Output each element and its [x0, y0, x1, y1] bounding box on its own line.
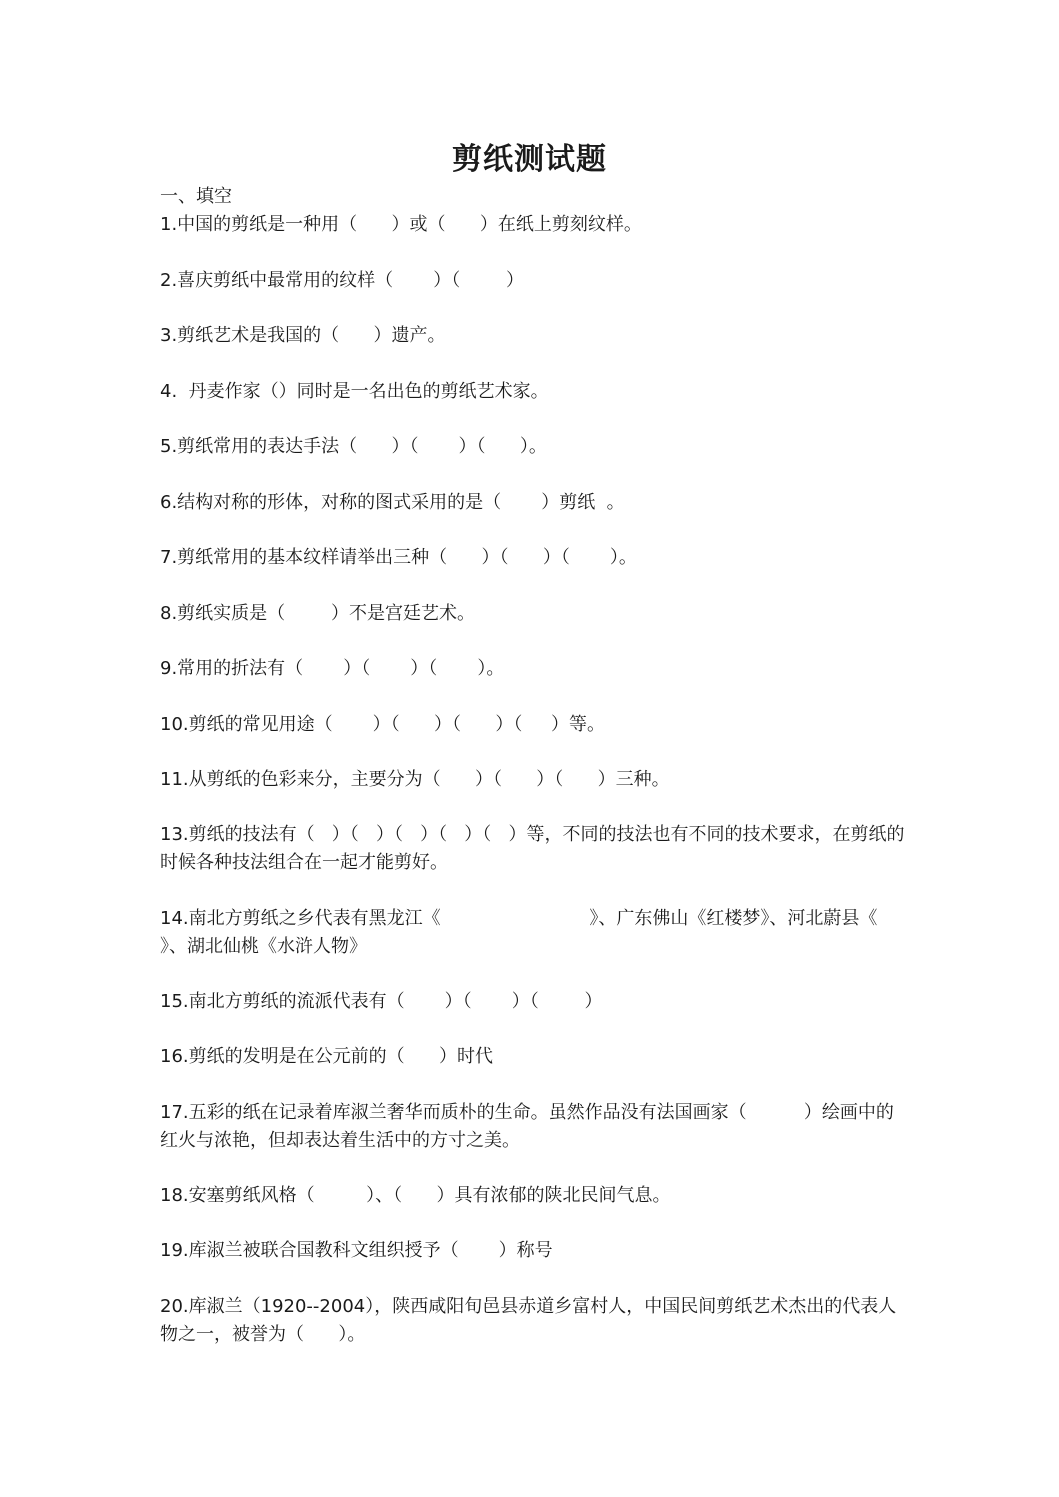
question-17: 17.五彩的纸在记录着库淑兰奢华而质朴的生命。虽然作品没有法国画家（ ）绘画中的红火与浓艳，但却表达着生活中的方寸之美。 — [160, 1102, 894, 1151]
question-11: 11.从剪纸的色彩来分，主要分为（ ）（ ）（ ）三种。 — [160, 769, 670, 790]
question-20: 20.库淑兰（1920--2004），陕西咸阳旬邑县赤道乡富村人，中国民间剪纸艺术杰出的代表人物之一，被誉为（ ）。 — [160, 1296, 897, 1345]
document-title: 剪纸测试题 — [452, 142, 607, 177]
question-7: 7.剪纸常用的基本纹样请举出三种（ ）（ ）（ ）。 — [160, 547, 637, 568]
question-16: 16.剪纸的发明是在公元前的（ ）时代 — [160, 1046, 493, 1067]
question-13: 13.剪纸的技法有（ ）（ ）（ ）（ ）（ ）等，不同的技法也有不同的技术要求，在剪纸的时候各种技法组合在一起才能剪好。 — [160, 824, 905, 873]
question-5: 5.剪纸常用的表达手法（ ）（ ）（ ）。 — [160, 436, 547, 457]
question-1: 1.中国的剪纸是一种用（ ）或（ ）在纸上剪刻纹样。 — [160, 214, 642, 235]
question-8: 8.剪纸实质是（ ）不是宫廷艺术。 — [160, 603, 475, 624]
question-3: 3.剪纸艺术是我国的（ ）遗产。 — [160, 325, 446, 346]
question-9: 9.常用的折法有（ ）（ ）（ ）。 — [160, 658, 505, 679]
section-heading: 一、填空 — [160, 186, 232, 207]
question-10: 10.剪纸的常见用途（ ）（ ）（ ）（ ）等。 — [160, 714, 605, 735]
question-2: 2.喜庆剪纸中最常用的纹样（ ）（ ） — [160, 270, 524, 291]
question-19: 19.库淑兰被联合国教科文组织授予（ ）称号 — [160, 1240, 553, 1261]
question-14: 14.南北方剪纸之乡代表有黑龙江《 》、广东佛山《红楼梦》、河北蔚县《 》、湖北仙桃《水浒人物》 — [160, 908, 935, 957]
question-4: 4. 丹麦作家（）同时是一名出色的剪纸艺术家。 — [160, 381, 549, 402]
question-18: 18.安塞剪纸风格（ ）、（ ）具有浓郁的陕北民间气息。 — [160, 1185, 671, 1206]
question-15: 15.南北方剪纸的流派代表有（ ）（ ）（ ） — [160, 991, 603, 1012]
question-6: 6.结构对称的形体，对称的图式采用的是（ ）剪纸 。 — [160, 492, 625, 513]
